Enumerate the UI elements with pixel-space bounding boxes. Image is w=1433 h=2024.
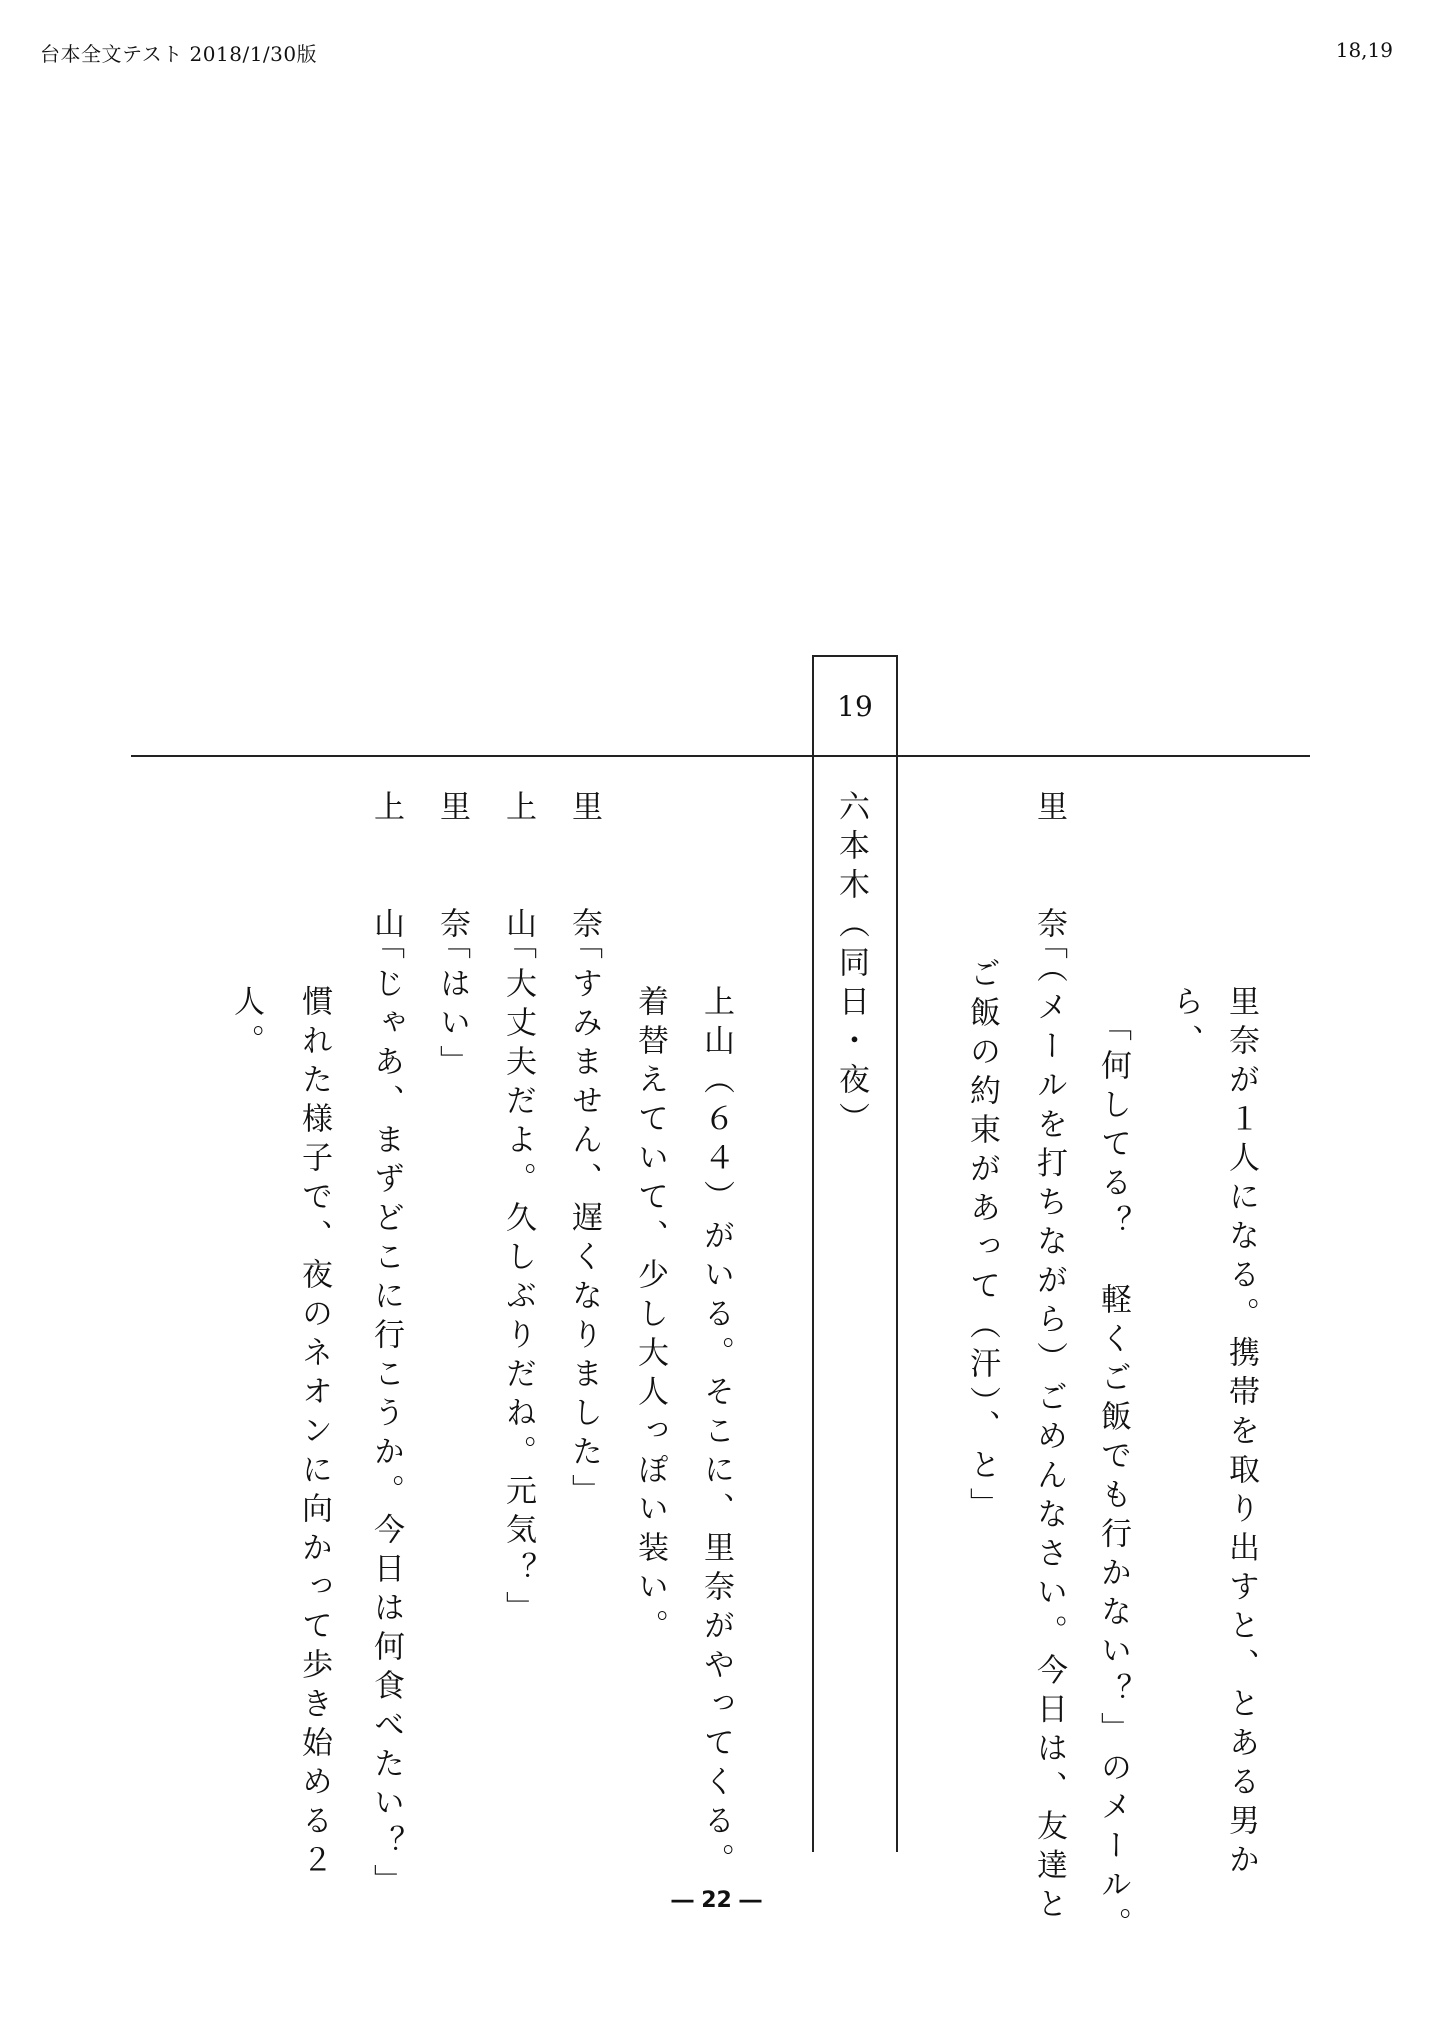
action-line: 慣れた様子で、夜のネオンに向かって歩き始める２ xyxy=(296,985,332,1882)
dialogue-line: 「大丈夫だよ。久しぶりだね。元気？」 xyxy=(500,928,536,1630)
dialogue-line-continued: ご飯の約束があって（汗）、と」 xyxy=(964,957,1000,1527)
speaker-name: 里 奈 xyxy=(566,790,602,946)
horizontal-rule xyxy=(131,755,1310,757)
action-line-continued: ら、 xyxy=(1167,985,1203,1063)
action-line-continued: 人。 xyxy=(228,985,264,1063)
dialogue-line: 「じゃあ、まずどこに行こうか。今日は何食べたい？」 xyxy=(368,928,404,1903)
speaker-name: 上 山 xyxy=(368,790,404,946)
page-range: 18,19 xyxy=(1335,38,1393,62)
speaker-name: 里 奈 xyxy=(434,790,470,946)
dialogue-line: 「すみません、遅くなりました」 xyxy=(566,928,602,1513)
document-title: 台本全文テスト 2018/1/30版 xyxy=(40,42,318,66)
action-line: 里奈が１人になる。携帯を取り出すと、とある男か xyxy=(1223,985,1259,1882)
action-line: 着替えていて、少し大人っぽい装い。 xyxy=(632,985,668,1648)
page-number: ― 22 ― xyxy=(671,1888,762,1913)
action-line: 上山（６４）がいる。そこに、里奈がやってくる。 xyxy=(698,985,734,1882)
speaker-name: 上 山 xyxy=(500,790,536,946)
action-line: 「何してる？ 軽くご飯でも行かない？」のメール。 xyxy=(1095,1010,1131,1946)
scene-number: 19 xyxy=(837,690,873,723)
scene-heading: 六本木（同日・夜） xyxy=(833,790,869,1141)
speaker-name: 里 奈 xyxy=(1031,790,1067,946)
dialogue-line: 「はい」 xyxy=(434,928,470,1084)
dialogue-line: 「（メールを打ちながら）ごめんなさい。今日は、友達と xyxy=(1031,928,1067,1927)
